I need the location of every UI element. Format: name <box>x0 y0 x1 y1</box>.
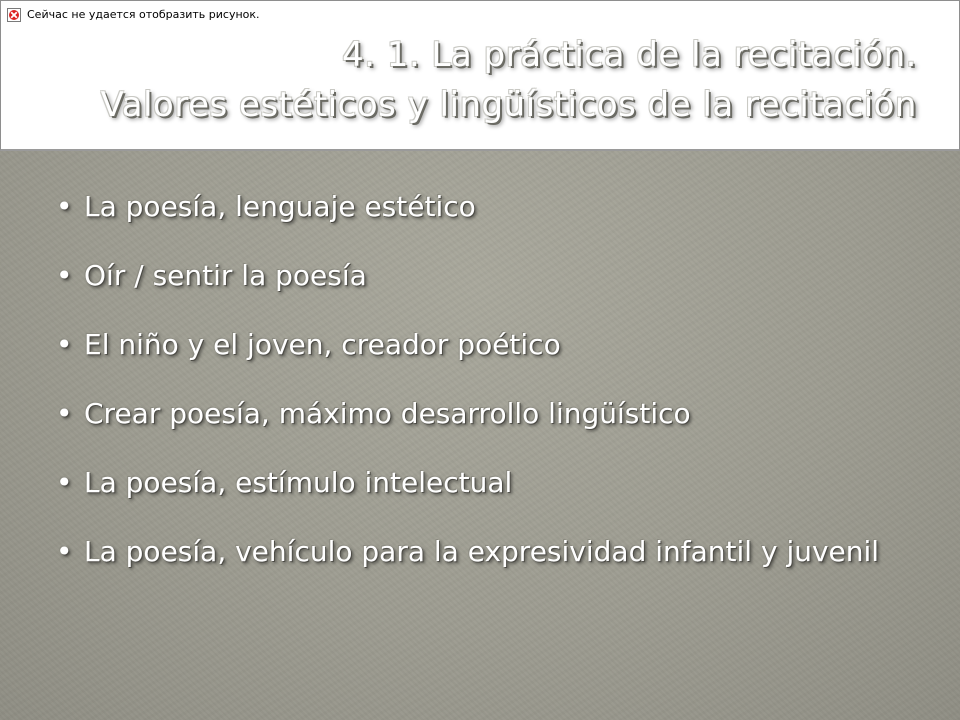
bullet-item <box>56 533 916 571</box>
title-placeholder <box>0 0 960 151</box>
slide-title-line-1: 4. 1. La práctica de la recitación. <box>342 35 917 75</box>
broken-image-placeholder <box>7 8 260 22</box>
bullet-list <box>56 188 916 602</box>
bullet-dot: • <box>56 535 73 568</box>
bullet-text: El niño y el joven, creador poético <box>84 328 561 361</box>
bullet-dot: • <box>56 466 73 499</box>
bullet-dot: • <box>56 259 73 292</box>
broken-image-icon <box>7 8 21 22</box>
bullet-item <box>56 464 916 502</box>
bullet-text: La poesía, vehículo para la expresividad infantil y juvenil <box>84 535 880 568</box>
bullet-text: Oír / sentir la poesía <box>84 259 367 292</box>
bullet-text: La poesía, estímulo intelectual <box>84 466 513 499</box>
broken-image-text: Сейчас не удается отобразить рисунок. <box>27 8 260 21</box>
bullet-item <box>56 326 916 364</box>
bullet-item <box>56 188 916 226</box>
bullet-text: Crear poesía, máximo desarrollo lingüístico <box>84 397 691 430</box>
bullet-dot: • <box>56 397 73 430</box>
bullet-dot: • <box>56 328 73 361</box>
slide-title-line-2: Valores estéticos y lingüísticos de la recitación <box>100 85 917 125</box>
bullet-item <box>56 395 916 433</box>
bullet-item <box>56 257 916 295</box>
bullet-dot: • <box>56 190 73 223</box>
bullet-text: La poesía, lenguaje estético <box>84 190 476 223</box>
